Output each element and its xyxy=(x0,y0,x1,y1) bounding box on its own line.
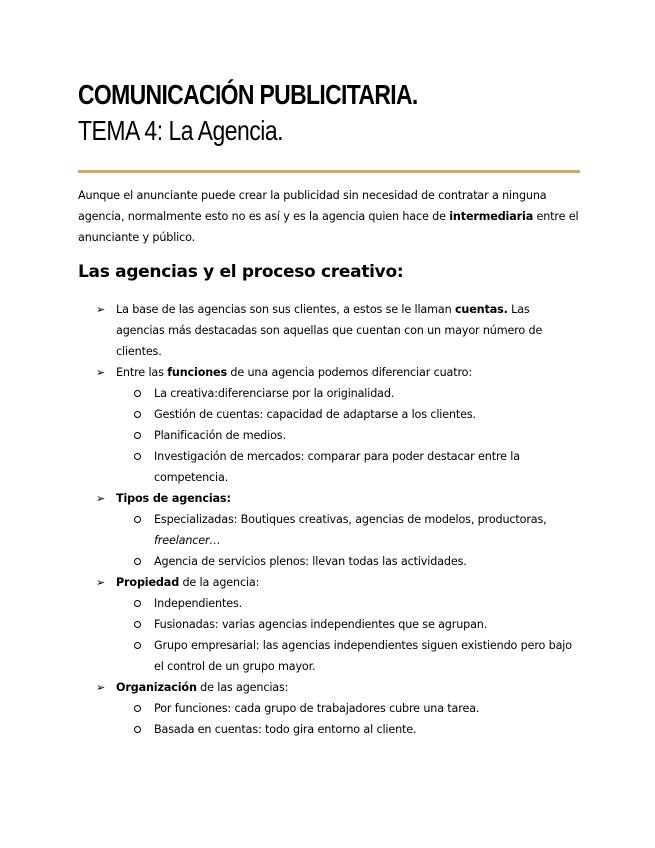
circle-bullet-icon xyxy=(134,642,141,649)
sub-item-text: Por funciones: cada grupo de trabajadores cubre una tarea. xyxy=(154,702,480,715)
sub-item-text: Gestión de cuentas: capacidad de adaptarse a los clientes. xyxy=(154,408,476,421)
circle-bullet-icon xyxy=(134,432,141,439)
sub-item xyxy=(116,425,580,446)
circle-bullet-icon xyxy=(134,705,141,712)
sub-list-ownership xyxy=(116,593,580,677)
intro-text-1: Aunque el anunciante puede crear la publicidad sin necesidad de contratar a ninguna agencia, normalmente esto no es así y es la agencia quien hace de xyxy=(78,189,547,223)
sub-item-text: Especializadas: Boutiques creativas, agencias de modelos, productoras, xyxy=(154,513,547,526)
arrow-bullet-icon: ➢ xyxy=(96,303,106,316)
intro-text-2: entre el anunciante y público. xyxy=(78,210,579,244)
circle-bullet-icon xyxy=(134,390,141,397)
document-subtitle: TEMA 4: La Agencia. xyxy=(78,115,284,146)
item-bold: Propiedad xyxy=(116,576,180,589)
circle-bullet-icon xyxy=(134,558,141,565)
sub-list-types xyxy=(116,509,580,572)
sub-item xyxy=(116,635,580,677)
item-text: Las agencias más destacadas son aquellas que cuentan con un mayor número de clientes. xyxy=(116,303,543,358)
intro-bold-term: intermediaria xyxy=(449,210,534,223)
sub-item xyxy=(116,614,580,635)
circle-bullet-icon xyxy=(134,726,141,733)
sub-item-text: Grupo empresarial: las agencias independientes siguen existiendo pero bajo el control de un grupo mayor. xyxy=(154,639,572,673)
sub-item-text: La creativa:diferenciarse por la originalidad. xyxy=(154,387,395,400)
arrow-bullet-icon: ➢ xyxy=(96,492,106,505)
item-text: La base de las agencias son sus clientes, a estos se le llaman xyxy=(116,303,455,316)
item-text: de una agencia podemos diferenciar cuatro: xyxy=(227,366,472,379)
arrow-bullet-icon: ➢ xyxy=(96,366,106,379)
sub-list-functions xyxy=(116,383,580,488)
list-item-clients xyxy=(78,299,580,362)
arrow-bullet-icon: ➢ xyxy=(96,681,106,694)
item-bold: Organización xyxy=(116,681,197,694)
list-item-functions xyxy=(78,362,580,488)
item-bold: funciones xyxy=(167,366,227,379)
sub-item-text: Planificación de medios. xyxy=(154,429,286,442)
circle-bullet-icon xyxy=(134,453,141,460)
sub-item xyxy=(116,383,580,404)
title-divider xyxy=(78,170,580,173)
sub-item xyxy=(116,593,580,614)
sub-item-text: Basada en cuentas: todo gira entorno al cliente. xyxy=(154,723,417,736)
circle-bullet-icon xyxy=(134,600,141,607)
sub-item xyxy=(116,509,580,551)
circle-bullet-icon xyxy=(134,621,141,628)
intro-paragraph xyxy=(78,185,580,248)
sub-item-text: Independientes. xyxy=(154,597,243,610)
list-item-organization xyxy=(78,677,580,740)
document-page xyxy=(78,78,580,740)
item-bold: Tipos de agencias: xyxy=(116,492,231,505)
main-list xyxy=(78,299,580,740)
item-text: de la agencia: xyxy=(179,576,260,589)
document-title: COMUNICACIÓN PUBLICITARIA. xyxy=(78,79,418,110)
list-item-ownership xyxy=(78,572,580,677)
sub-item-text: Agencia de servicios plenos: llevan todas las actividades. xyxy=(154,555,467,568)
item-bold: cuentas. xyxy=(454,303,508,316)
circle-bullet-icon xyxy=(134,516,141,523)
sub-item xyxy=(116,551,580,572)
sub-item-text: Investigación de mercados: comparar para poder destacar entre la competencia. xyxy=(154,450,520,484)
list-item-types xyxy=(78,488,580,572)
circle-bullet-icon xyxy=(134,411,141,418)
item-text: Entre las xyxy=(116,366,168,379)
sub-item-italic: freelancer… xyxy=(154,534,221,547)
sub-item xyxy=(116,698,580,719)
sub-item xyxy=(116,446,580,488)
arrow-bullet-icon: ➢ xyxy=(96,576,106,589)
sub-item xyxy=(116,719,580,740)
sub-list-organization xyxy=(116,698,580,740)
sub-item-text: Fusionadas: varias agencias independientes que se agrupan. xyxy=(154,618,488,631)
section-heading: Las agencias y el proceso creativo: xyxy=(78,262,404,282)
item-text: de las agencias: xyxy=(196,681,289,694)
sub-item xyxy=(116,404,580,425)
